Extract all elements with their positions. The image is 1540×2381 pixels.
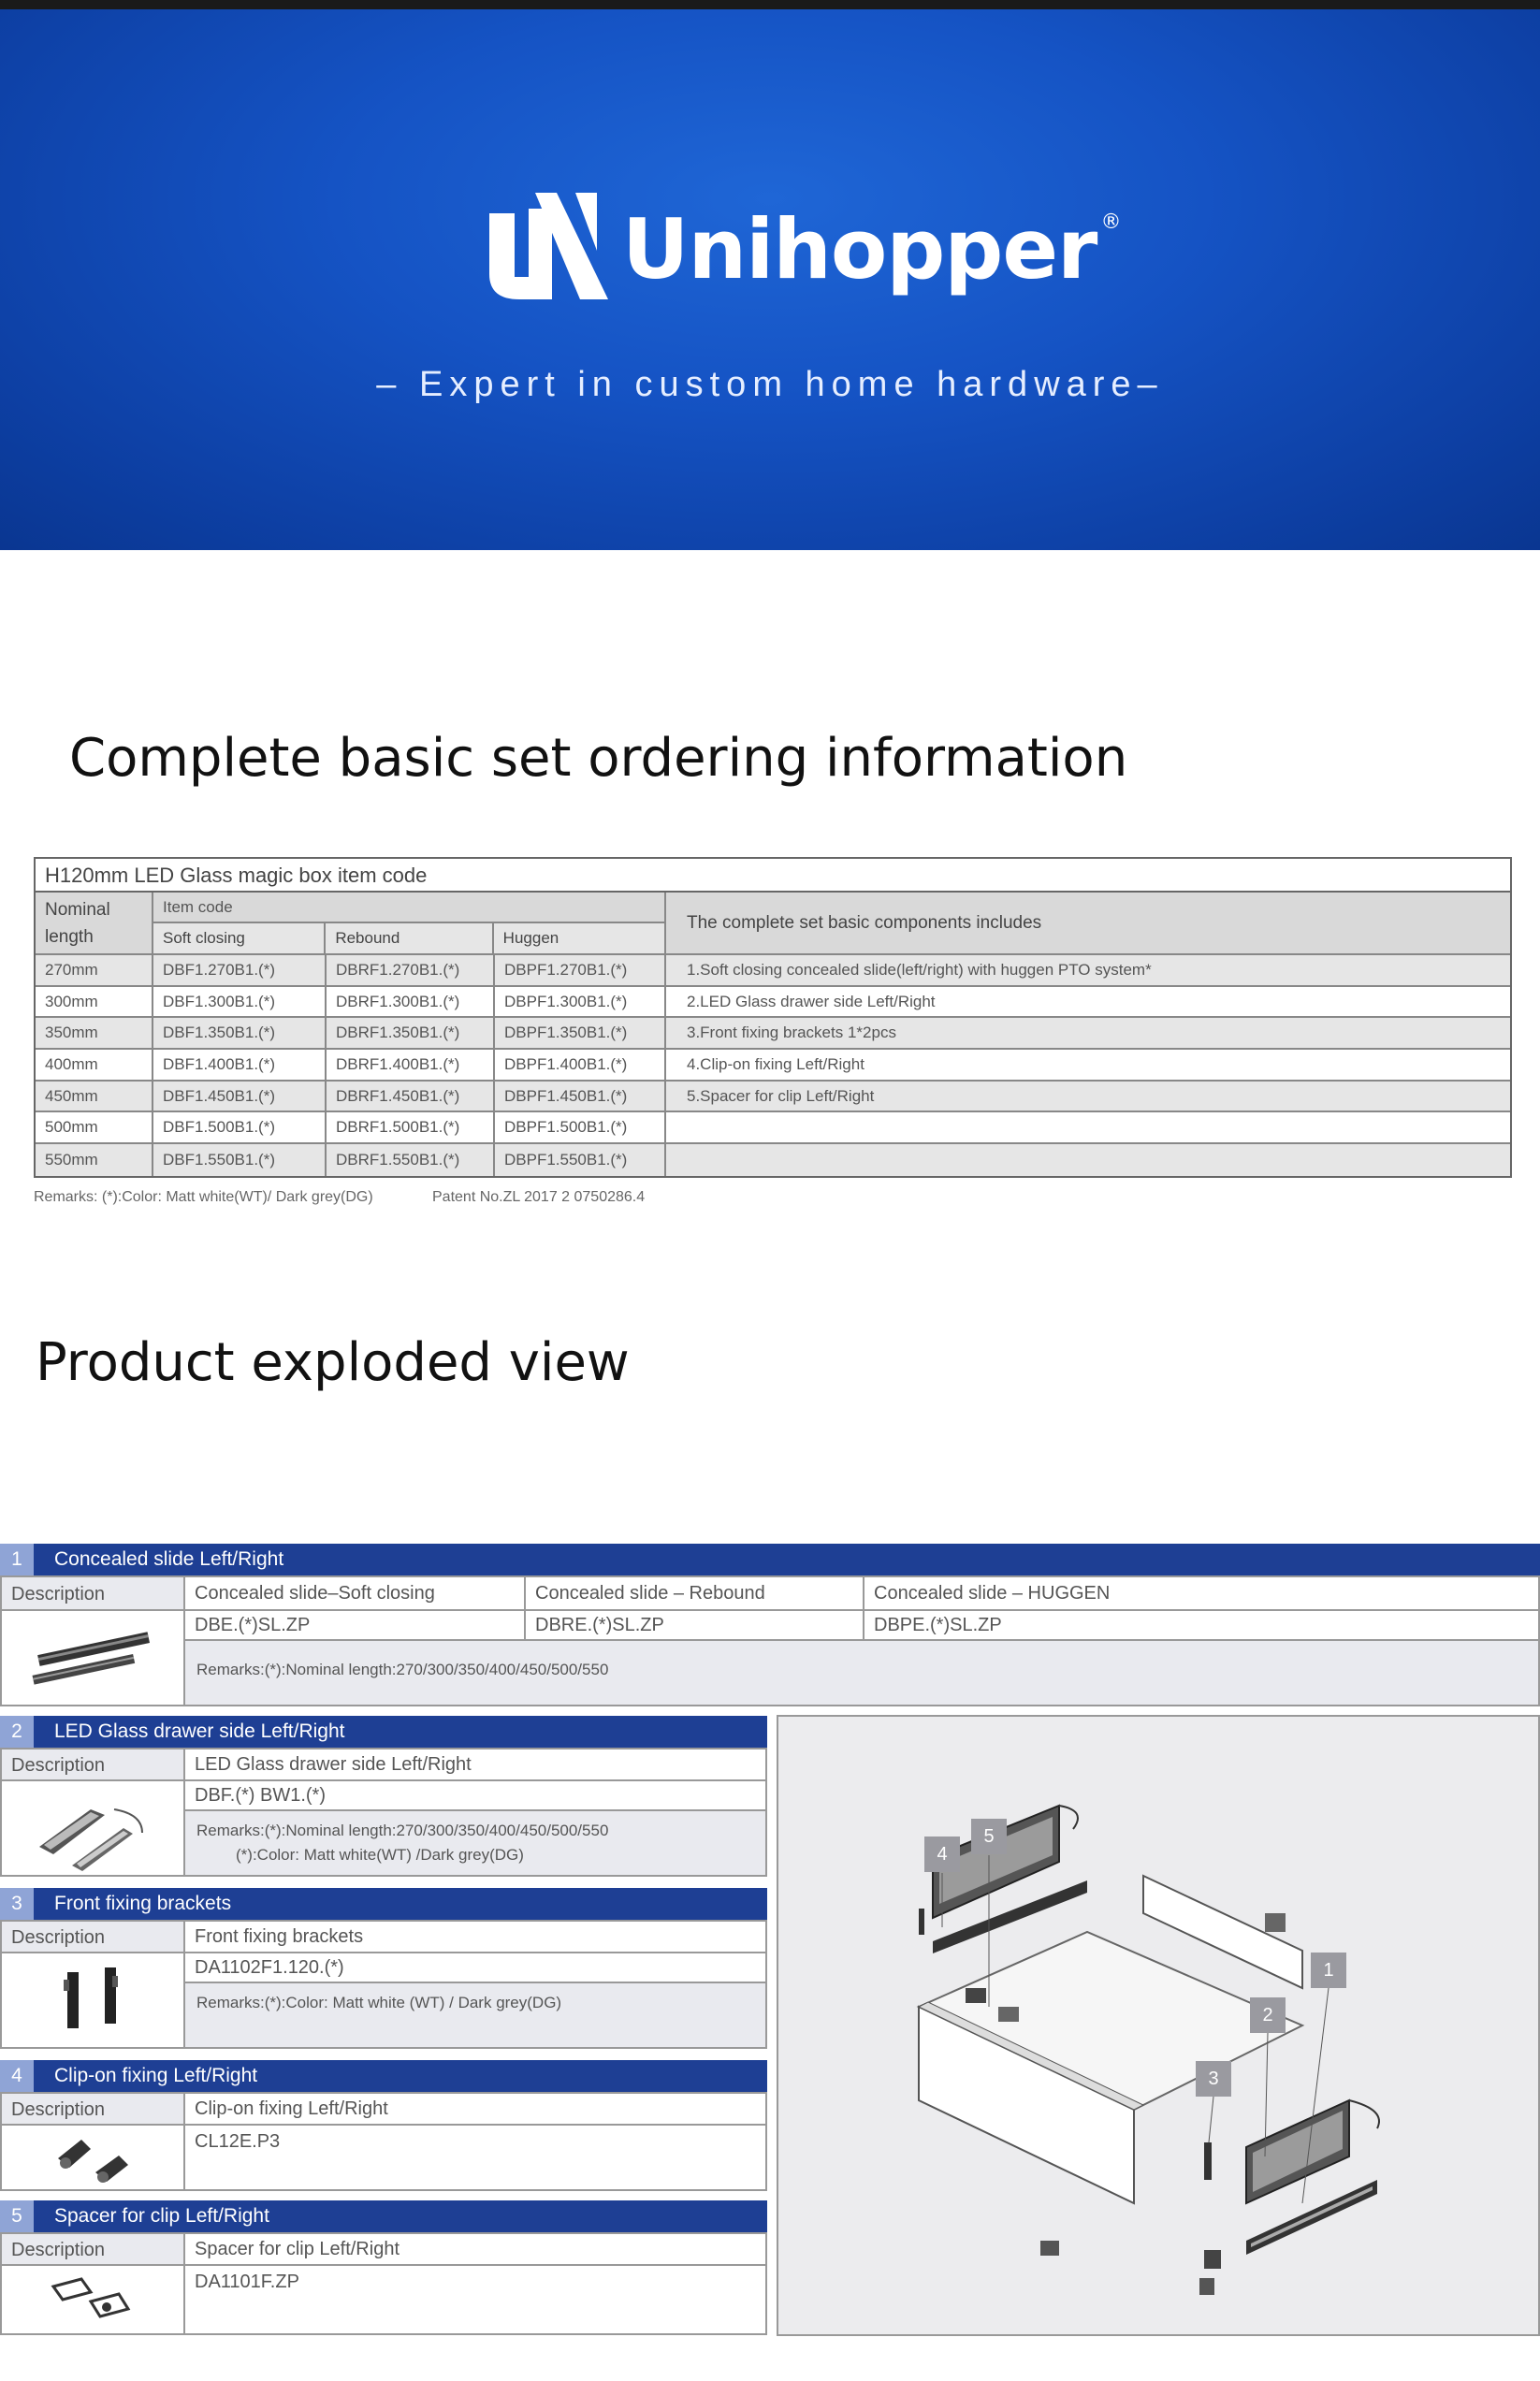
ordering-table [34,857,1512,1178]
cell-length: 550mm [36,1144,153,1176]
cell-component: 1.Soft closing concealed slide(left/right) with huggen PTO system* [687,960,1152,979]
cell-soft: DBF1.300B1.(*) [153,987,327,1017]
header-soft-closing: Soft closing [153,923,326,953]
section5-number: 5 [0,2200,34,2232]
section1-code-huggen: DBPE.(*)SL.ZP [863,1609,1540,1641]
section5-image [0,2264,185,2335]
header-item-code: Item code [153,893,664,923]
cell-length: 350mm [36,1018,153,1048]
cell-rebound: DBRF1.400B1.(*) [327,1050,495,1080]
section1-image [0,1609,185,1706]
section3-description-label: Description [0,1920,185,1953]
table-header [36,893,1510,955]
section1-name-rebound: Concealed slide – Rebound [524,1575,864,1611]
header-rebound: Rebound [326,923,493,953]
cell-rebound: DBRF1.350B1.(*) [327,1018,495,1048]
section2-name: LED Glass drawer side Left/Right [183,1748,767,1781]
diagram-label-4: 4 [924,1837,960,1872]
table-row [36,955,1510,987]
brand-text: Unihopper [622,201,1097,298]
diagram-label-1: 1 [1311,1953,1346,1988]
front-bracket-icon [2,1953,183,2047]
cell-component: 4.Clip-on fixing Left/Right [687,1054,864,1073]
cell-huggen: DBPF1.300B1.(*) [495,987,666,1017]
section1-remarks: Remarks:(*):Nominal length:270/300/350/400/450/500/550 [183,1639,1540,1706]
table-row [36,1018,1510,1050]
table-caption: H120mm LED Glass magic box item code [36,859,1510,893]
section2-description-label: Description [0,1748,185,1781]
table-row [36,1050,1510,1082]
cell-component: 3.Front fixing brackets 1*2pcs [687,1024,896,1042]
exploded-diagram [777,1715,1540,2336]
section5-code: DA1101F.ZP [183,2264,767,2335]
patent-number: Patent No.ZL 2017 2 0750286.4 [432,1189,646,1205]
header-nominal: Nominal length [36,893,153,953]
cell-rebound: DBRF1.270B1.(*) [327,955,495,985]
section2-image [0,1779,185,1877]
brand-banner [0,9,1540,550]
section4-name: Clip-on fixing Left/Right [183,2092,767,2126]
cell-huggen: DBPF1.270B1.(*) [495,955,666,985]
section5-title: Spacer for clip Left/Right [54,2205,269,2227]
table-row [36,1144,1510,1176]
cell-huggen: DBPF1.550B1.(*) [495,1144,666,1176]
cell-rebound: DBRF1.300B1.(*) [327,987,495,1017]
table-row [36,1112,1510,1144]
cell-component [666,1112,1510,1142]
section3-code: DA1102F1.120.(*) [183,1952,767,1983]
section3-number: 3 [0,1888,34,1920]
section1-description-label: Description [0,1575,185,1611]
cell-rebound: DBRF1.450B1.(*) [327,1082,495,1111]
section1-code-rebound: DBRE.(*)SL.ZP [524,1609,864,1641]
section4-title: Clip-on fixing Left/Right [54,2065,258,2086]
brand-name [622,201,1121,298]
section5-name: Spacer for clip Left/Right [183,2232,767,2266]
section1-code-soft: DBE.(*)SL.ZP [183,1609,526,1641]
tagline: – Expert in custom home hardware– [376,365,1164,404]
spacer-clip-icon [2,2266,183,2333]
section2-remarks [183,1809,767,1877]
cell-component: 2.LED Glass drawer side Left/Right [687,992,936,1010]
cell-huggen: DBPF1.450B1.(*) [495,1082,666,1111]
top-border [0,0,1540,9]
cell-huggen: DBPF1.500B1.(*) [495,1112,666,1142]
section3-remarks: Remarks:(*):Color: Matt white (WT) / Dark grey(DG) [183,1982,767,2049]
section4-image [0,2124,185,2191]
cell-length: 500mm [36,1112,153,1142]
section1-title-bar [0,1544,1540,1575]
cell-huggen: DBPF1.400B1.(*) [495,1050,666,1080]
cell-soft: DBF1.450B1.(*) [153,1082,327,1111]
diagram-label-5: 5 [971,1819,1007,1854]
glass-drawer-side-icon [2,1781,183,1875]
header-huggen: Huggen [502,929,559,947]
section5-title-bar [0,2200,767,2232]
cell-soft: DBF1.270B1.(*) [153,955,327,985]
registered-mark: ® [1100,211,1121,234]
table-row [36,1082,1510,1113]
table-row [36,987,1510,1019]
header-item-code-group [153,893,666,953]
cell-length: 300mm [36,987,153,1017]
clip-on-fixing-icon [2,2126,183,2189]
section1-number: 1 [0,1544,34,1575]
section4-number: 4 [0,2060,34,2092]
header-components: The complete set basic components includes [687,912,1042,933]
cell-soft: DBF1.350B1.(*) [153,1018,327,1048]
diagram-label-3: 3 [1196,2061,1231,2097]
section4-code: CL12E.P3 [183,2124,767,2191]
exploded-heading: Product exploded view [36,1332,630,1393]
ordering-remarks: Remarks: (*):Color: Matt white(WT)/ Dark grey(DG) [34,1189,373,1205]
ordering-heading: Complete basic set ordering information [69,728,1128,789]
cell-rebound: DBRF1.500B1.(*) [327,1112,495,1142]
section4-title-bar [0,2060,767,2092]
section3-name: Front fixing brackets [183,1920,767,1953]
section3-title-bar [0,1888,767,1920]
cell-soft: DBF1.500B1.(*) [153,1112,327,1142]
section2-remarks-color: (*):Color: Matt white(WT) /Dark grey(DG) [236,1846,524,1864]
concealed-slide-icon [2,1611,183,1705]
section2-title: LED Glass drawer side Left/Right [54,1720,345,1742]
diagram-label-2: 2 [1250,1997,1286,2033]
section3-image [0,1952,185,2049]
section2-code: DBF.(*) BW1.(*) [183,1779,767,1811]
cell-component [666,1144,1510,1176]
section1-title: Concealed slide Left/Right [54,1548,284,1570]
cell-length: 450mm [36,1082,153,1111]
section4-description-label: Description [0,2092,185,2126]
section1-name-soft: Concealed slide–Soft closing [183,1575,526,1611]
cell-length: 270mm [36,955,153,985]
cell-soft: DBF1.400B1.(*) [153,1050,327,1080]
section1-name-huggen: Concealed slide – HUGGEN [863,1575,1540,1611]
section2-title-bar [0,1716,767,1748]
cell-rebound: DBRF1.550B1.(*) [327,1144,495,1176]
section3-title: Front fixing brackets [54,1893,232,1914]
cell-soft: DBF1.550B1.(*) [153,1144,327,1176]
section2-remarks-length: Remarks:(*):Nominal length:270/300/350/400/450/500/550 [196,1822,609,1839]
cell-length: 400mm [36,1050,153,1080]
section5-description-label: Description [0,2232,185,2266]
cell-huggen: DBPF1.350B1.(*) [495,1018,666,1048]
section2-number: 2 [0,1716,34,1748]
cell-component: 5.Spacer for clip Left/Right [687,1086,875,1105]
drawer-exploded-illustration-icon [778,1717,1538,2334]
